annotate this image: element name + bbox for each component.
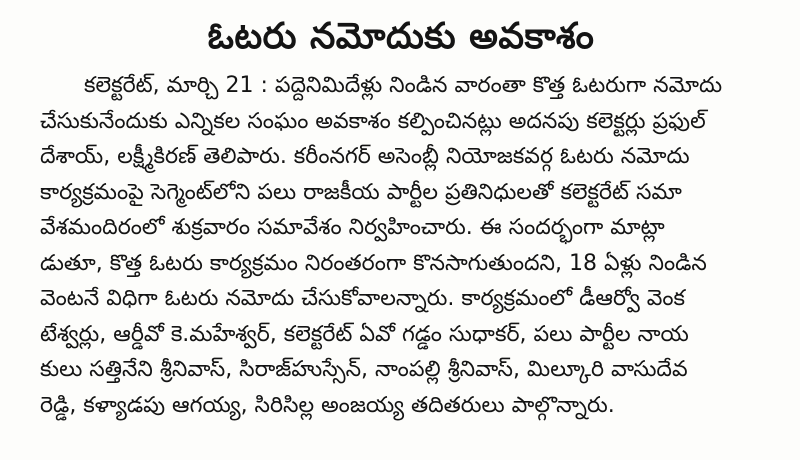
- article-headline: ఓటరు నమోదుకు అవకాశం: [207, 16, 595, 57]
- article-body-line: రెడ్డి, కళ్యాడపు ఆగయ్య, సిరిసిల్ల అంజయ్య తదితరులు పాల్గొన్నారు.: [40, 392, 615, 418]
- article-body-line: వేశమందిరంలో శుక్రవారం సమావేశం నిర్వహించారు. ఈ సందర్భంగా మాట్లా: [40, 215, 665, 240]
- article-body-line: డుతూ, కొత్త ఓటరు కార్యక్రమం నిరంతరంగా కొనసాగుతుందని, 18 ఏళ్లు నిండిన: [40, 250, 707, 276]
- article-body: [40, 68, 762, 423]
- article-body-line: కులు సత్తినేని శ్రీనివాస్, సిరాజ్‌హుస్సేన్, నాంపల్లి శ్రీనివాస్, మిల్కూరి వాసుదేవ: [40, 357, 688, 382]
- article-body-line: కలెక్టరేట్, మార్చి 21 : పద్దెనిమిదేళ్లు నిండిన వారంతా కొత్త ఓటరుగా నమోదు: [84, 73, 723, 98]
- article-body-line: చేసుకునేందుకు ఎన్నికల సంఘం అవకాశం కల్పించినట్లు అదనపు కలెక్టర్లు ప్రఫుల్: [40, 108, 706, 134]
- article-body-line: టేశ్వర్లు, ఆర్డీవో కె.మహేశ్వర్, కలెక్టరేట్ ఏవో గడ్డం సుధాకర్, పలు పార్టీల నాయ: [40, 321, 689, 347]
- article-body-line: కార్యక్రమంపై సెగ్మెంట్‌లోని పలు రాజకీయ పార్టీల ప్రతినిధులతో కలెక్టరేట్ సమా: [40, 179, 682, 205]
- article-body-line: దేశాయ్, లక్ష్మీకిరణ్ తెలిపారు. కరీంనగర్ అసెంబ్లీ నియోజకవర్గ ఓటరు నమోదు: [40, 144, 690, 169]
- article-body-line: వెంటనే విధిగా ఓటరు నమోదు చేసుకోవాలన్నారు. కార్యక్రమంలో డీఆర్వో వెంక: [40, 286, 686, 311]
